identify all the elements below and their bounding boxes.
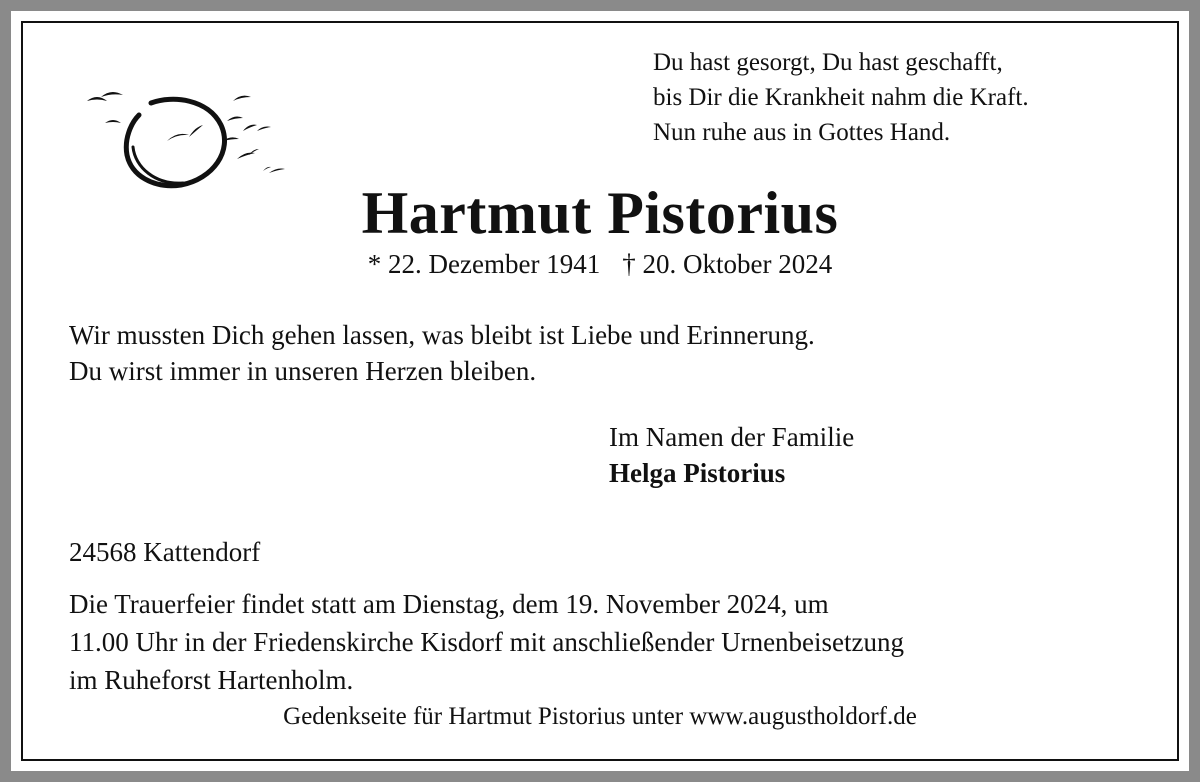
poem-line: Nun ruhe aus in Gottes Hand.	[653, 119, 951, 146]
mourning-line: Wir mussten Dich gehen lassen, was bleibt ist Liebe und Erinnerung.	[69, 320, 815, 350]
family-signature	[609, 419, 854, 491]
mourning-line: Du wirst immer in unseren Herzen bleiben.	[69, 356, 537, 386]
service-line: 11.00 Uhr in der Friedenskirche Kisdorf mit anschließender Urnenbeisetzung	[69, 627, 905, 657]
deceased-name: Hartmut Pistorius	[361, 180, 839, 246]
location: 24568 Kattendorf	[69, 537, 261, 567]
birth-date: * 22. Dezember 1941	[367, 249, 601, 279]
obituary-card	[11, 11, 1189, 771]
poem-line: bis Dir die Krankheit nahm die Kraft.	[653, 84, 1029, 111]
poem-line: Du hast gesorgt, Du hast geschafft,	[653, 49, 1003, 76]
service-line: im Ruheforst Hartenholm.	[69, 665, 354, 695]
service-info	[69, 585, 904, 699]
memorial-page-note: Gedenkseite für Hartmut Pistorius unter www.augustholdorf.de	[283, 703, 917, 730]
mourning-text	[69, 317, 815, 389]
poem	[653, 45, 1029, 150]
family-intro: Im Namen der Familie	[609, 422, 855, 452]
life-dates	[11, 249, 1189, 280]
death-date: † 20. Oktober 2024	[622, 249, 833, 279]
service-line: Die Trauerfeier findet statt am Dienstag, dem 19. November 2024, um	[69, 589, 829, 619]
signer-name: Helga Pistorius	[609, 458, 786, 488]
